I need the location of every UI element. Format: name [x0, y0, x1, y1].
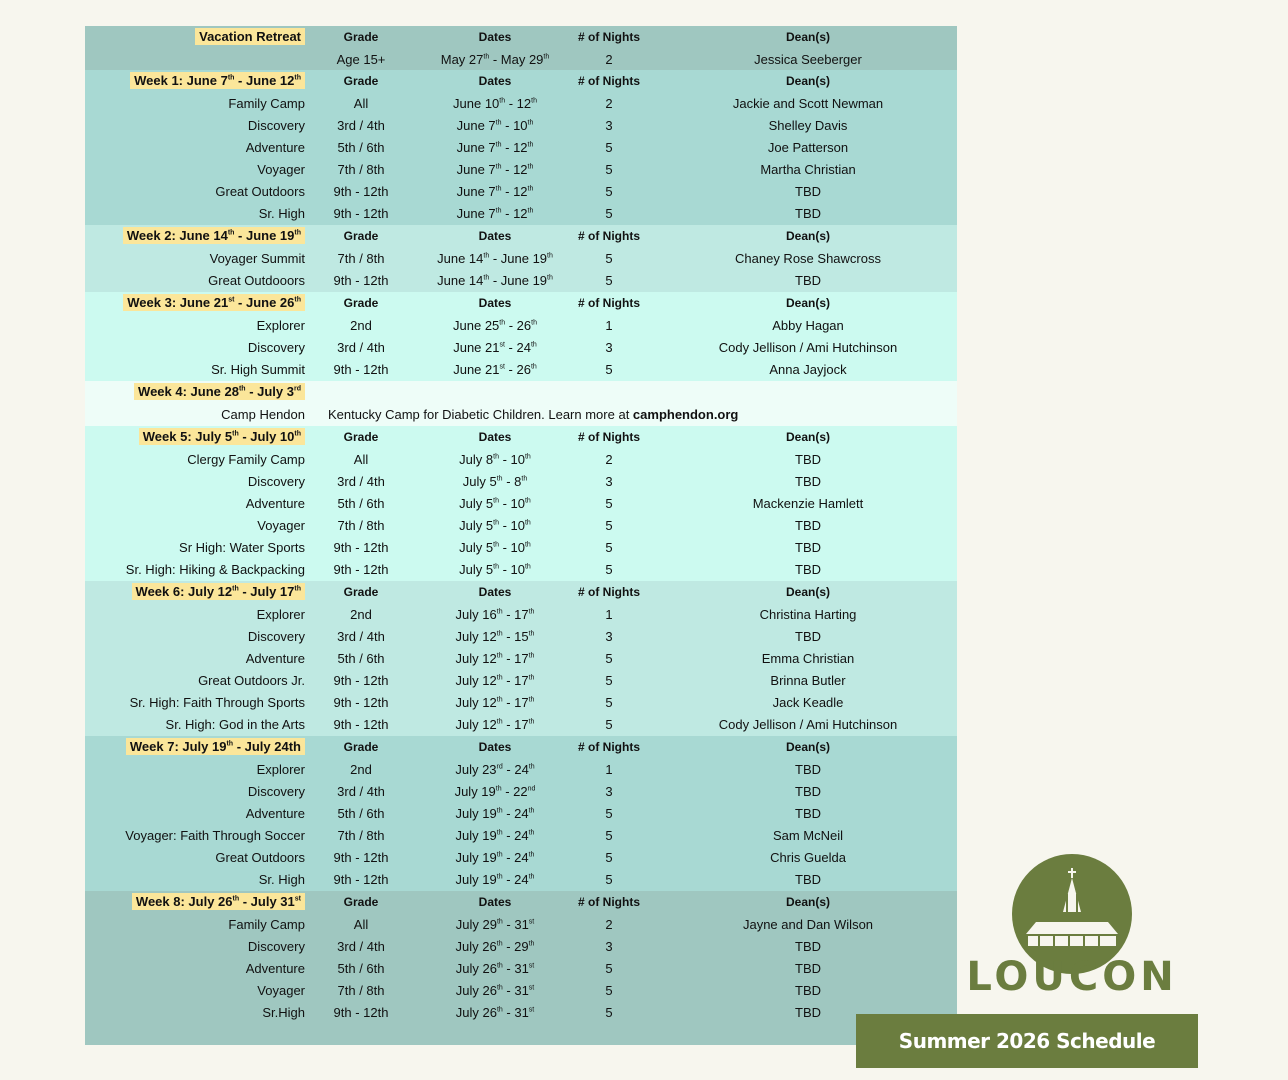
section-title: Week 7: July 19th - July 24th: [126, 738, 305, 755]
section-header-row: Week 2: June 14th - June 19th Grade Dates # of Nights Dean(s): [85, 225, 957, 247]
table-row: Discovery 3rd / 4th July 5th - 8th 3 TBD: [247, 474, 821, 489]
table-row: Sr. High: Faith Through Sports 9th - 12th July 12th - 17th 5 Jack Keadle: [129, 695, 844, 710]
table-row: Explorer 2nd July 16th - 17th 1 Christina Harting: [256, 607, 857, 622]
table-row: Sr.High 9th - 12th July 26th - 31st 5 TBD: [262, 1005, 821, 1020]
table-row: Explorer 2nd June 25th - 26th 1 Abby Hagan: [256, 318, 844, 333]
table-row: Discovery 3rd / 4th July 12th - 15th 3 TBD: [247, 629, 821, 644]
camp-name: Discovery: [247, 939, 305, 954]
camp-name: Family Camp: [228, 96, 305, 111]
section-title: Week 3: June 21st - June 26th: [123, 294, 305, 311]
section-title: Week 4: June 28th - July 3rd: [134, 383, 305, 400]
schedule-table: [85, 26, 957, 1045]
section-header-row: [85, 381, 957, 403]
section-header-row: Week 8: July 26th - July 31st Grade Dates # of Nights Dean(s): [85, 891, 957, 913]
camp-name: Sr. High: Faith Through Sports: [129, 695, 305, 710]
table-row: Sr High: Water Sports 9th - 12th July 5th - 10th 5 TBD: [179, 540, 821, 555]
camp-name: Sr. High: [258, 206, 305, 221]
camp-name: Sr High: Water Sports: [179, 540, 305, 555]
camp-name: Camp Hendon: [221, 407, 305, 422]
camp-name: Great Outdoors Jr.: [198, 673, 305, 688]
camp-name: Discovery: [247, 784, 305, 799]
section-week-6: [85, 581, 957, 736]
table-row: Great Outdoors 9th - 12th July 19th - 24th 5 Chris Guelda: [215, 850, 846, 865]
section-week-7: [85, 736, 957, 891]
table-row: Great Outdoors Jr. 9th - 12th July 12th - 17th 5 Brinna Butler: [198, 673, 846, 688]
section-header-row: Week 5: July 5th - July 10th Grade Dates # of Nights Dean(s): [85, 426, 957, 448]
table-row: Explorer 2nd July 23rd - 24th 1 TBD: [256, 762, 821, 777]
section-title: Vacation Retreat: [195, 28, 305, 45]
section-week-5: [85, 426, 957, 581]
table-row: Family Camp All June 10th - 12th 2 Jackie and Scott Newman: [228, 96, 884, 111]
camp-name: Great Outdoors: [215, 850, 305, 865]
camp-name: Voyager: [257, 983, 305, 998]
camp-name: Family Camp: [228, 917, 305, 932]
section-week-8: [85, 891, 957, 1045]
section-week-3: [85, 292, 957, 381]
camp-name: Adventure: [245, 140, 305, 155]
table-row: Adventure 5th / 6th June 7th - 12th 5 Joe Patterson: [245, 140, 849, 155]
camp-name: Discovery: [247, 340, 305, 355]
camp-hendon-note: Kentucky Camp for Diabetic Children. Learn more at camphendon.org: [328, 407, 739, 422]
camp-name: Great Outdoors: [215, 184, 305, 199]
section-title: Week 6: July 12th - July 17th: [132, 583, 305, 600]
table-row: Voyager 7th / 8th June 7th - 12th 5 Martha Christian: [257, 162, 856, 177]
section-title: Week 1: June 7th - June 12th: [130, 72, 305, 89]
table-row: Great Outdooors 9th - 12th June 14th - June 19th 5 TBD: [208, 273, 821, 288]
section-header-row: Week 3: June 21st - June 26th Grade Dates # of Nights Dean(s): [85, 292, 957, 314]
camp-name: Discovery: [247, 474, 305, 489]
camp-name: Voyager: [257, 162, 305, 177]
section-title: Week 8: July 26th - July 31st: [132, 893, 305, 910]
camp-name: Sr.High: [262, 1005, 305, 1020]
camp-name: Voyager: Faith Through Soccer: [125, 828, 305, 843]
section-week-4: [85, 381, 957, 426]
camp-name: Adventure: [245, 806, 305, 821]
table-row: Family Camp All July 29th - 31st 2 Jayne and Dan Wilson: [228, 917, 874, 932]
camp-name: Explorer: [256, 762, 305, 777]
table-row: Adventure 5th / 6th July 12th - 17th 5 Emma Christian: [245, 651, 855, 666]
camp-name: Explorer: [256, 318, 305, 333]
table-row: Discovery 3rd / 4th June 7th - 10th 3 Shelley Davis: [247, 118, 848, 133]
section-vacation-retreat: [85, 26, 957, 70]
table-row: Voyager 7th / 8th July 5th - 10th 5 TBD: [257, 518, 821, 533]
logo-text: LOUCON: [966, 954, 1178, 1000]
table-row: Discovery 3rd / 4th July 19th - 22nd 3 TBD: [247, 784, 821, 799]
camp-hendon-row: [85, 403, 957, 425]
table-row: Sr. High 9th - 12th July 19th - 24th 5 TBD: [258, 872, 821, 887]
camp-name: Sr. High Summit: [211, 362, 305, 377]
section-week-2: [85, 225, 957, 292]
table-row: Voyager: Faith Through Soccer 7th / 8th July 19th - 24th 5 Sam McNeil: [125, 828, 844, 843]
table-row: Adventure 5th / 6th July 26th - 31st 5 TBD: [245, 961, 821, 976]
summer-schedule-badge: Summer 2026 Schedule: [856, 1014, 1198, 1068]
camp-name: Explorer: [256, 607, 305, 622]
table-row: Adventure 5th / 6th July 5th - 10th 5 Mackenzie Hamlett: [245, 496, 864, 511]
table-row: Adventure 5th / 6th July 19th - 24th 5 TBD: [245, 806, 821, 821]
camp-name: Great Outdooors: [208, 273, 305, 288]
camp-name: Adventure: [245, 651, 305, 666]
table-row: Age 15+ May 27th - May 29th 2 Jessica Seeberger: [336, 52, 862, 67]
table-row: Sr. High: God in the Arts 9th - 12th July 12th - 17th 5 Cody Jellison / Ami Hutchinson: [165, 717, 898, 732]
section-title: Week 2: June 14th - June 19th: [123, 227, 305, 244]
camp-name: Adventure: [245, 961, 305, 976]
section-title: Week 5: July 5th - July 10th: [139, 428, 305, 445]
section-week-1: [85, 70, 957, 225]
camp-name: Discovery: [247, 118, 305, 133]
table-row: Discovery 3rd / 4th June 21st - 24th 3 Cody Jellison / Ami Hutchinson: [247, 340, 898, 355]
camp-name: Discovery: [247, 629, 305, 644]
camp-name: Voyager Summit: [209, 251, 305, 266]
table-row: Sr. High Summit 9th - 12th June 21st - 26th 5 Anna Jayjock: [211, 362, 847, 377]
table-row: Discovery 3rd / 4th July 26th - 29th 3 TBD: [247, 939, 821, 954]
camp-name: Sr. High: Hiking & Backpacking: [125, 562, 305, 577]
camp-name: Clergy Family Camp: [187, 452, 305, 467]
section-header-row: Week 7: July 19th - July 24th Grade Dates # of Nights Dean(s): [85, 736, 957, 758]
table-row: Voyager 7th / 8th July 26th - 31st 5 TBD: [257, 983, 821, 998]
camp-name: Sr. High: [258, 872, 305, 887]
table-row: Voyager Summit 7th / 8th June 14th - June 19th 5 Chaney Rose Shawcross: [209, 251, 881, 266]
table-row: Sr. High 9th - 12th June 7th - 12th 5 TBD: [258, 206, 821, 221]
camp-name: Adventure: [245, 496, 305, 511]
camp-name: Voyager: [257, 518, 305, 533]
loucon-logo: [966, 850, 1178, 1000]
table-row: Sr. High: Hiking & Backpacking 9th - 12th July 5th - 10th 5 TBD: [125, 562, 821, 577]
table-row: Great Outdoors 9th - 12th June 7th - 12th 5 TBD: [215, 184, 821, 199]
table-row: Clergy Family Camp All July 8th - 10th 2 TBD: [187, 452, 821, 467]
section-header-row: Vacation Retreat Grade Dates # of Nights Dean(s): [85, 26, 957, 48]
section-header-row: Week 1: June 7th - June 12th Grade Dates # of Nights Dean(s): [85, 70, 957, 92]
camp-name: Sr. High: God in the Arts: [165, 717, 305, 732]
section-header-row: Week 6: July 12th - July 17th Grade Dates # of Nights Dean(s): [85, 581, 957, 603]
